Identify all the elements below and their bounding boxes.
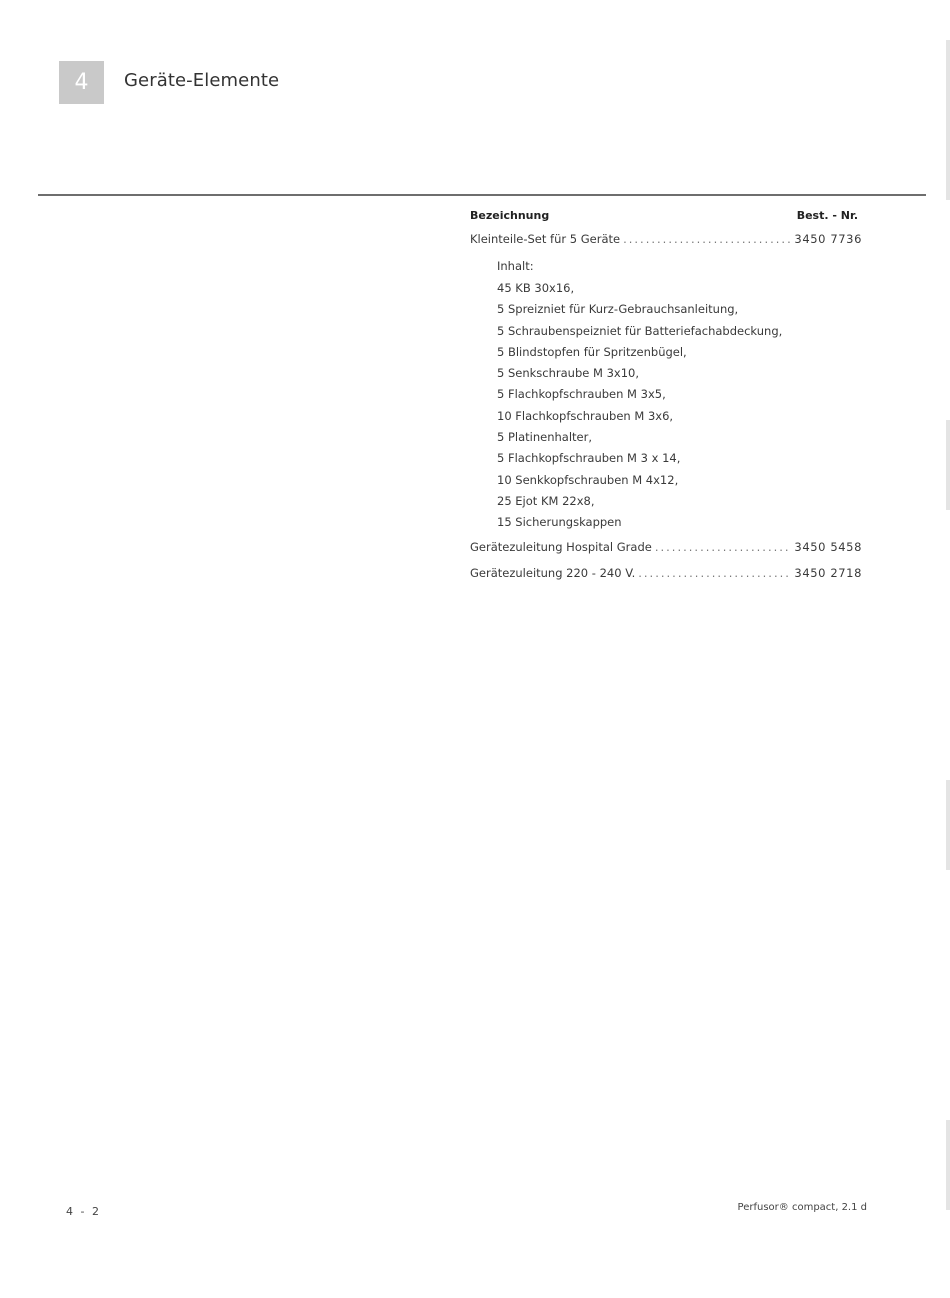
leader-dots bbox=[655, 540, 792, 554]
chapter-number-box: 4 bbox=[59, 61, 104, 104]
part-label: Gerätezuleitung Hospital Grade bbox=[470, 539, 652, 554]
kit-item: 5 Blindstopfen für Spritzenbügel, bbox=[497, 344, 687, 359]
part-number: 3450 5458 bbox=[794, 539, 862, 554]
kit-item: 5 Flachkopfschrauben M 3x5, bbox=[497, 387, 666, 402]
parts-list-header bbox=[470, 209, 862, 222]
kit-contents bbox=[497, 255, 862, 534]
kit-item: 10 Flachkopfschrauben M 3x6, bbox=[497, 408, 674, 423]
parts-row bbox=[470, 540, 862, 566]
part-label: Kleinteile-Set für 5 Geräte bbox=[470, 232, 621, 246]
scan-edge-mark bbox=[946, 1120, 950, 1210]
kit-item: 45 KB 30x16, bbox=[497, 281, 575, 295]
footer-product-name: Perfusor® compact, 2.1 d bbox=[737, 1202, 867, 1213]
kit-item: 15 Sicherungskappen bbox=[497, 515, 622, 530]
page-number: 4 - 2 bbox=[66, 1205, 101, 1218]
column-header-number: Best. - Nr. bbox=[796, 209, 858, 222]
scan-edge-mark bbox=[946, 40, 950, 200]
kit-item: 5 Spreizniet für Kurz-Gebrauchsanleitung, bbox=[497, 302, 739, 317]
kit-item: 5 Senkschraube M 3x10, bbox=[497, 366, 639, 381]
column-header-name: Bezeichnung bbox=[470, 209, 550, 222]
part-label: Gerätezuleitung 220 - 240 V. bbox=[470, 565, 636, 580]
parts-row-kit bbox=[470, 232, 862, 253]
header-divider bbox=[38, 194, 926, 196]
scan-edge-mark bbox=[946, 420, 950, 510]
chapter-title: Geräte-Elemente bbox=[124, 70, 280, 91]
kit-item: 5 Schraubenspeizniet für Batteriefachabdeckung, bbox=[497, 323, 783, 338]
parts-row bbox=[470, 566, 862, 587]
kit-contents-title: Inhalt: bbox=[497, 259, 534, 273]
part-number: 3450 2718 bbox=[794, 565, 862, 580]
scan-edge-mark bbox=[946, 780, 950, 870]
part-number: 3450 7736 bbox=[794, 232, 862, 246]
parts-list bbox=[470, 209, 862, 587]
leader-dots bbox=[638, 566, 791, 580]
leader-dots bbox=[623, 232, 791, 246]
kit-item: 5 Flachkopfschrauben M 3 x 14, bbox=[497, 451, 681, 466]
kit-item: 5 Platinenhalter, bbox=[497, 430, 593, 445]
kit-item: 10 Senkkopfschrauben M 4x12, bbox=[497, 472, 679, 487]
kit-item: 25 Ejot KM 22x8, bbox=[497, 493, 595, 508]
